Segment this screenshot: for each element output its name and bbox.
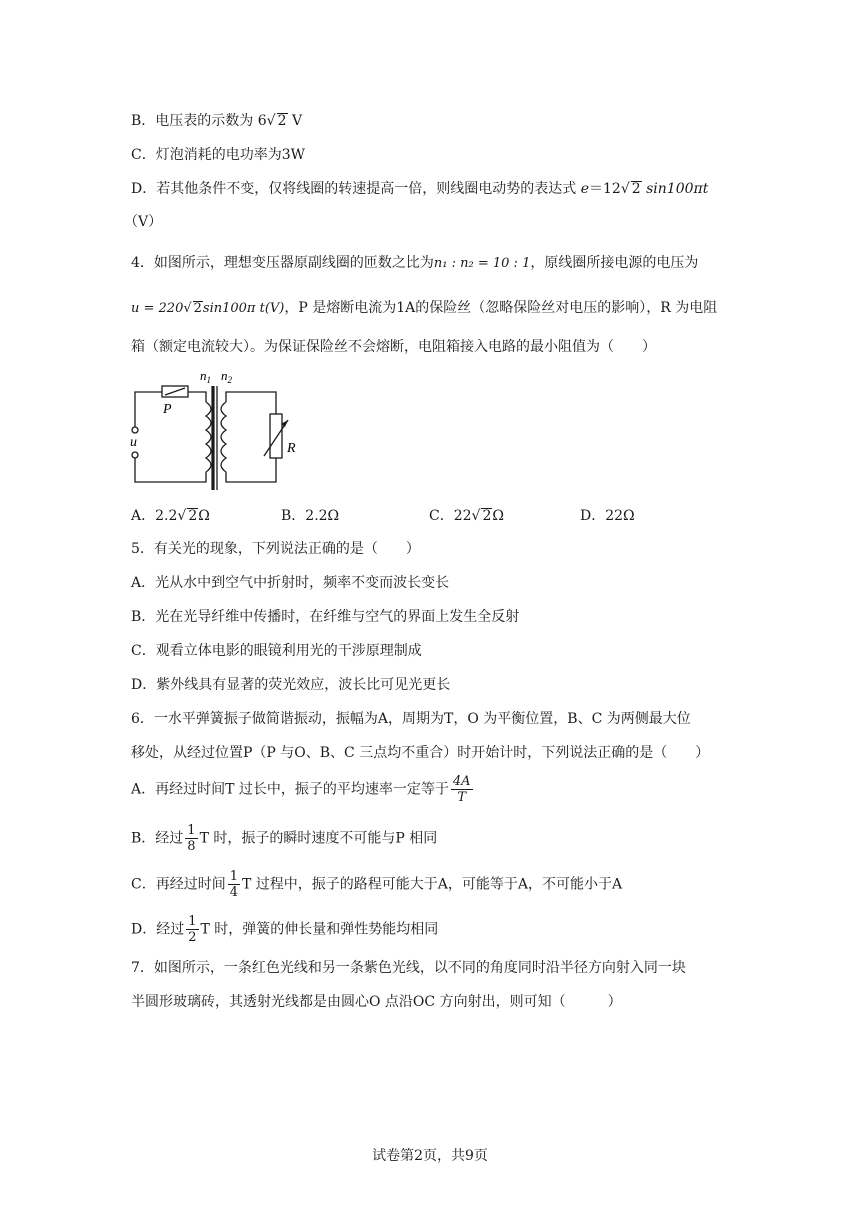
q4-option-c: C．22√ 2Ω — [429, 508, 504, 524]
q4-option-b: B．2.2Ω — [281, 508, 340, 524]
page-footer: 试卷第2页，共9页 — [372, 1148, 488, 1164]
q3-option-d-eq: ＝12 — [588, 181, 621, 197]
q3-option-b: B．电压表的示数为 6√ 2 V — [131, 113, 303, 129]
q3-option-b-coef: 6 — [257, 113, 267, 129]
fraction-1-over-4: $\frac{1}{4}$ — [229, 869, 238, 900]
q4-stem-suffix: ，原线圈所接电源的电压为 — [530, 255, 699, 271]
q7-stem-line1: 7．如图所示，一条红色光线和另一条紫色光线，以不同的角度同时沿半径方向射入同一块 — [131, 960, 686, 976]
terminal-top — [132, 427, 138, 433]
secondary-wire-top — [226, 392, 276, 414]
fraction-1-over-2: $\frac{1}{2}$ — [188, 914, 197, 945]
q4-voltage-root: 2 — [193, 301, 202, 316]
resistor-box-r — [270, 414, 282, 458]
q6-stem-line2: 移处，从经过位置P（P 与O、B、C 三点均不重合）时开始计时，下列说法正确的是（ ） — [131, 745, 710, 761]
q6-option-b: B．经过 $\frac{1}{8}$ T 时，振子的瞬时速度不可能与P 相同 — [131, 823, 438, 854]
q3-option-d-text: D．若其他条件不变，仅将线圈的转速提高一倍，则线圈电动势的表达式 — [131, 181, 577, 197]
q3-option-d-tail: sin100πt — [646, 181, 709, 197]
label-p: P — [163, 402, 172, 417]
q3-option-d-var: e — [580, 181, 589, 197]
primary-wire-top-right — [188, 392, 206, 402]
primary-wire-top-left — [135, 392, 162, 427]
q5-option-a: A．光从水中到空气中折射时，频率不变而波长变长 — [131, 575, 450, 591]
q4-stem-line3: 箱（额定电流较大）。为保证保险丝不会熔断，电阻箱接入电路的最小阻值为（ ） — [131, 339, 656, 355]
q3-option-b-root: 2 — [277, 113, 287, 129]
q4-stem-mid: ，P 是熔断电流为1A的保险丝（忽略保险丝对电压的影响），R 为电阻 — [284, 300, 718, 316]
q5-option-d: D．紫外线具有显著的荧光效应，波长比可见光更长 — [131, 677, 451, 693]
q3-option-d: D．若其他条件不变，仅将线圈的转速提高一倍，则线圈电动势的表达式 e＝12√ 2 sin100πt — [131, 181, 709, 197]
q7-stem-line2: 半圆形玻璃砖，其透射光线都是由圆心O 点沿OC 方向射出，则可知（ ） — [131, 994, 622, 1010]
q3-option-d-root: 2 — [631, 181, 641, 197]
q4-option-d: D．22Ω — [580, 508, 635, 524]
fraction-1-over-8: $\frac{1}{8}$ — [187, 823, 196, 854]
secondary-coil — [221, 402, 226, 472]
terminal-bottom — [132, 452, 138, 458]
label-n1: $n_1$ — [200, 368, 211, 385]
q4-stem-line2: u = 220√ 2sin100π t(V)，P 是熔断电流为1A的保险丝（忽略保险丝对电压的影响），R 为电阻 — [131, 300, 718, 316]
q5-option-b: B．光在光导纤维中传播时，在纤维与空气的界面上发生全反射 — [131, 609, 520, 625]
q6-option-a: A．再经过时间T 过长中，振子的平均速率一定等于 $\frac{4A}{T}$ — [131, 774, 471, 805]
q4-voltage-b: sin100π t(V) — [202, 301, 285, 316]
label-r: R — [287, 441, 296, 456]
q3-option-b-text: B．电压表的示数为 — [131, 113, 254, 129]
transformer-circuit-diagram — [124, 364, 314, 494]
q4-stem-prefix: 4．如图所示，理想变压器原副线圈的匝数之比为 — [131, 255, 434, 271]
q4-option-a: A．2.2√ 2Ω — [131, 508, 210, 524]
q5-stem: 5．有关光的现象，下列说法正确的是（ ） — [131, 541, 420, 557]
q4-turns-ratio: n₁ : n₂ = 10 : 1 — [433, 256, 531, 271]
label-n2: $n_2$ — [221, 368, 232, 385]
fraction-4a-over-t: $\frac{4A}{T}$ — [452, 774, 471, 805]
q6-option-c: C．再经过时间 $\frac{1}{4}$ T 过程中，振子的路程可能大于A，可能等于A，不可能小于A — [131, 869, 623, 900]
primary-wire-bottom — [135, 458, 206, 482]
q3-option-b-unit: V — [291, 113, 303, 129]
q4-stem-line1 — [131, 253, 698, 274]
q3-option-d-unit: （V） — [124, 214, 163, 230]
q6-stem-line1: 6．一水平弹簧振子做简谐振动，振幅为A，周期为T，O 为平衡位置，B、C 为两侧最大位 — [131, 711, 691, 727]
q3-option-c: C．灯泡消耗的电功率为3W — [131, 147, 306, 163]
q4-voltage-a: u = 220 — [131, 301, 184, 316]
label-u: u — [130, 435, 137, 450]
secondary-wire-bottom — [226, 458, 276, 482]
primary-coil — [206, 402, 211, 472]
q6-option-d: D．经过 $\frac{1}{2}$ T 时，弹簧的伸长量和弹性势能均相同 — [131, 914, 439, 945]
q5-option-c: C．观看立体电影的眼镜利用光的干涉原理制成 — [131, 643, 422, 659]
